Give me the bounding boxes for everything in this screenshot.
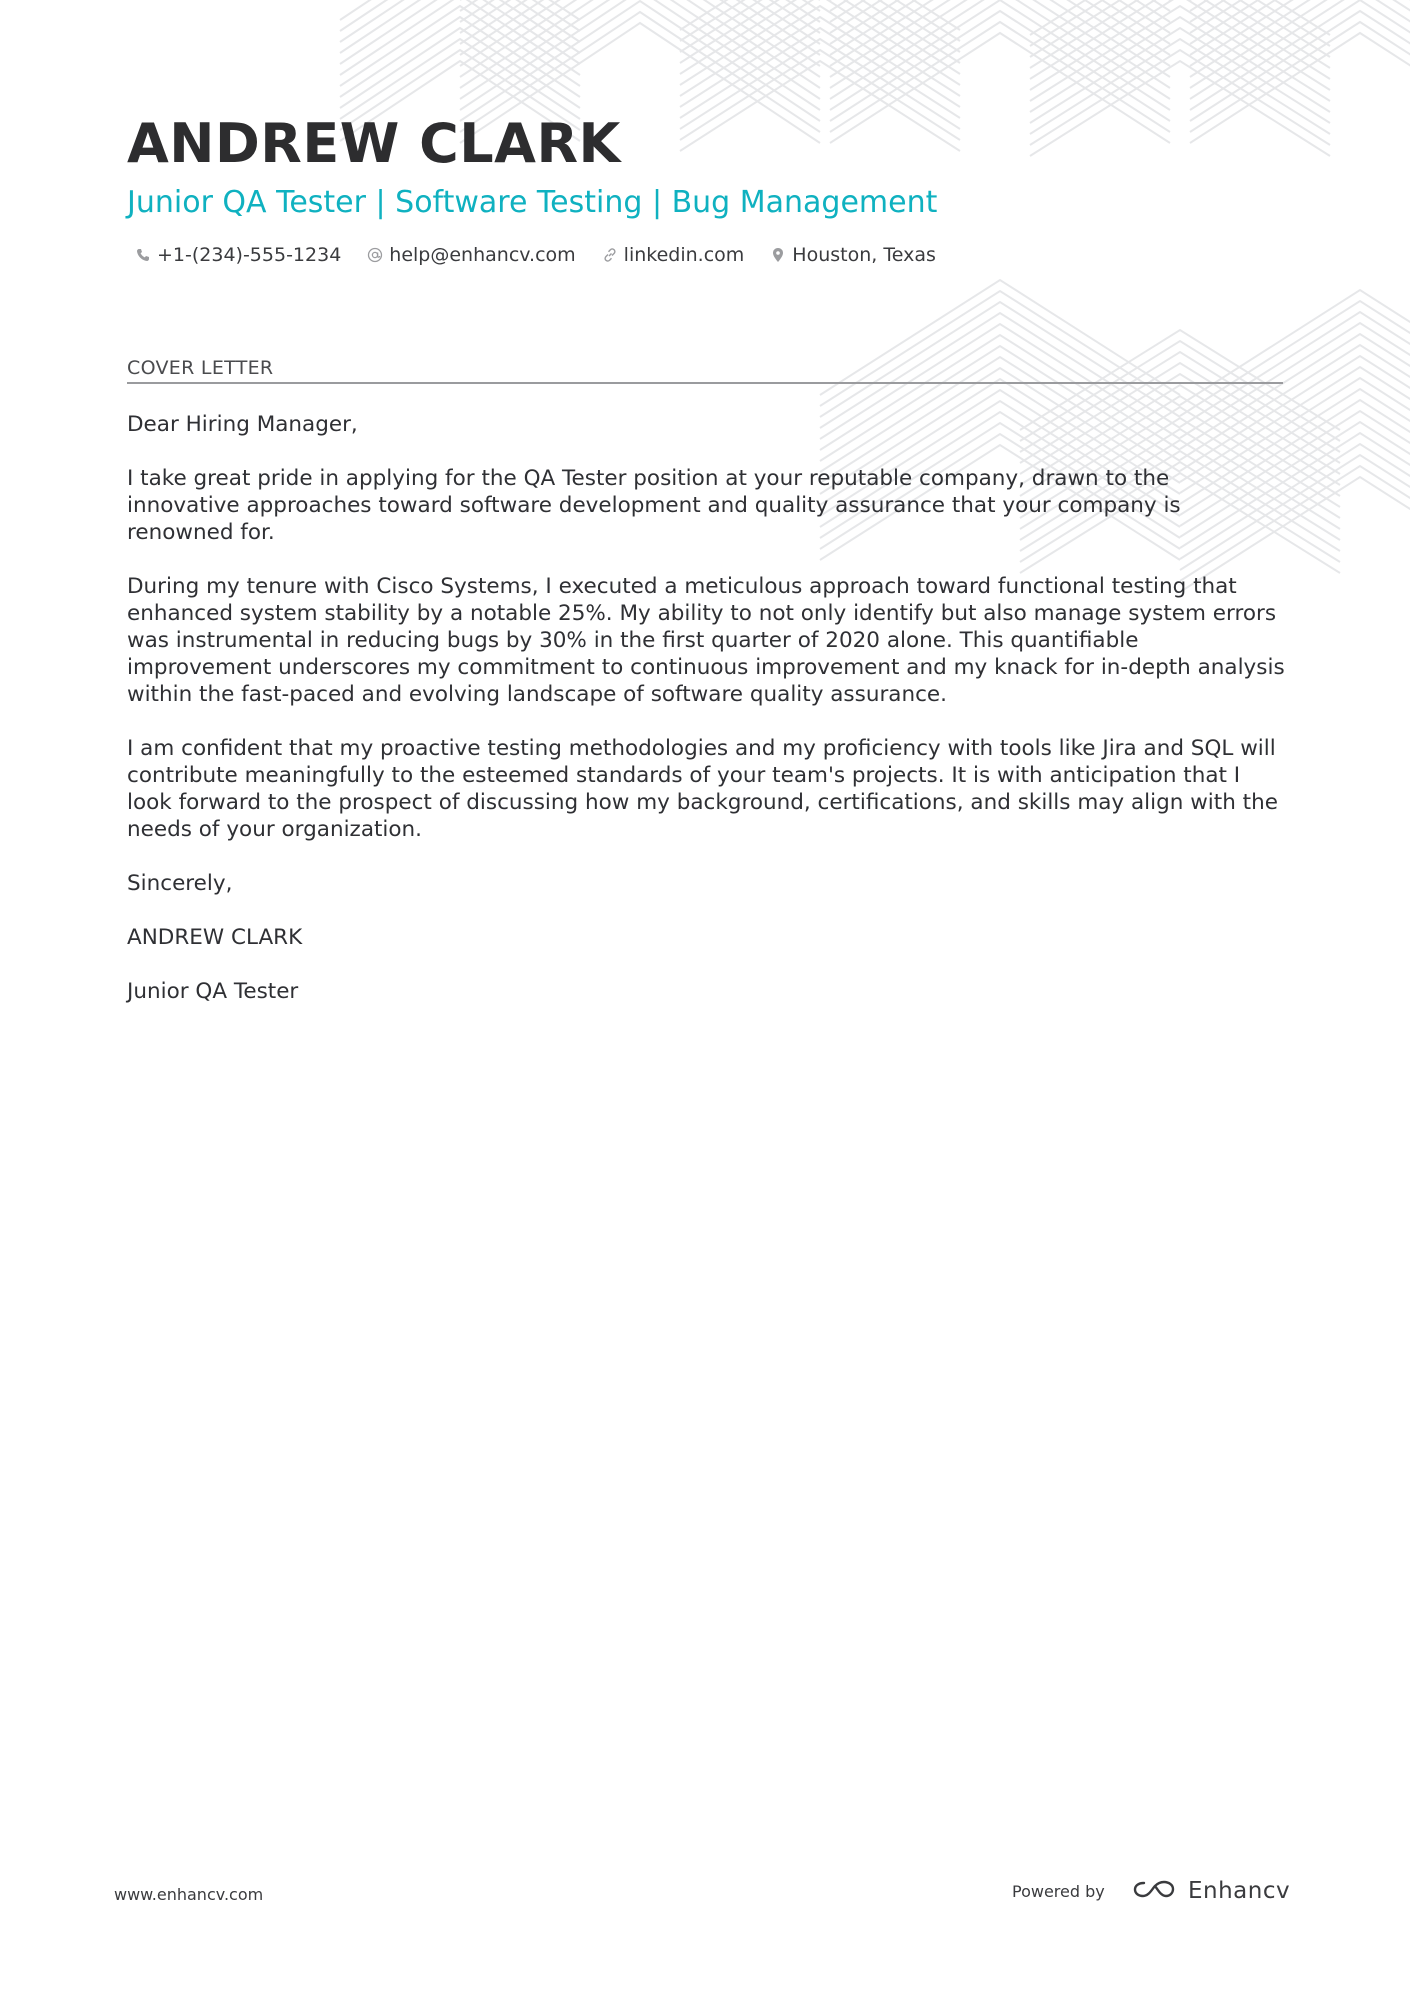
- footer-website-link[interactable]: www.enhancv.com: [114, 1885, 264, 1904]
- contact-email[interactable]: [367, 244, 575, 266]
- contact-location-text: Houston, Texas: [792, 244, 936, 266]
- enhancv-logo-icon: [1132, 1877, 1178, 1905]
- chevron-cluster: [1030, 0, 1330, 156]
- chevron-cluster: [1190, 0, 1410, 143]
- candidate-name: ANDREW CLARK: [127, 112, 621, 175]
- contact-linkedin-text: linkedin.com: [623, 244, 745, 266]
- letter-body: [127, 411, 1285, 1032]
- contact-location: [770, 244, 936, 266]
- letter-greeting: Dear Hiring Manager,: [127, 412, 358, 437]
- contact-phone-text: +1-(234)-555-1234: [157, 244, 342, 266]
- chevron-cluster: [680, 0, 960, 151]
- letter-paragraph: I am confident that my proactive testing methodologies and my proficiency with tools like Jira and SQL will contribute meaningfully to the esteemed standards of your team's projects. It is with anticipation that I look forward to the prospect of discussing how my background, certifications, and skills may align with the needs of your organization.: [127, 736, 1278, 842]
- contact-email-text: help@enhancv.com: [389, 244, 576, 266]
- location-pin-icon: [770, 246, 786, 264]
- at-icon: [367, 246, 383, 264]
- candidate-headline: Junior QA Tester | Software Testing | Bug Management: [127, 185, 938, 220]
- phone-icon: [135, 246, 151, 264]
- brand-logo[interactable]: [1132, 1877, 1290, 1905]
- letter-closing: Sincerely,: [127, 871, 233, 896]
- brand-name: Enhancv: [1188, 1878, 1291, 1904]
- contact-phone[interactable]: [135, 244, 341, 266]
- letter-paragraph: During my tenure with Cisco Systems, I executed a meticulous approach toward functional testing that enhanced system stability by a notable 25%. My ability to not only identify but also manage system errors was instrumental in reducing bugs by 30% in the first quarter of 2020 alone. This quantifiable improvement underscores my commitment to continuous improvement and my knack for in-depth analysis within the fast-paced and evolving landscape of software quality assurance.: [127, 574, 1285, 707]
- letter-paragraph: I take great pride in applying for the QA Tester position at your reputable company, drawn to the innovative approaches toward software development and quality assurance that your company is renowned for.: [127, 466, 1181, 545]
- section-title-cover-letter: COVER LETTER: [127, 357, 1283, 384]
- signature-name: ANDREW CLARK: [127, 925, 303, 950]
- contact-linkedin[interactable]: [602, 244, 745, 266]
- powered-by-label: Powered by: [1012, 1882, 1105, 1901]
- contact-info: [135, 244, 962, 266]
- chevron-cluster: [830, 0, 1170, 143]
- signature-title: Junior QA Tester: [127, 979, 299, 1004]
- link-icon: [602, 246, 618, 264]
